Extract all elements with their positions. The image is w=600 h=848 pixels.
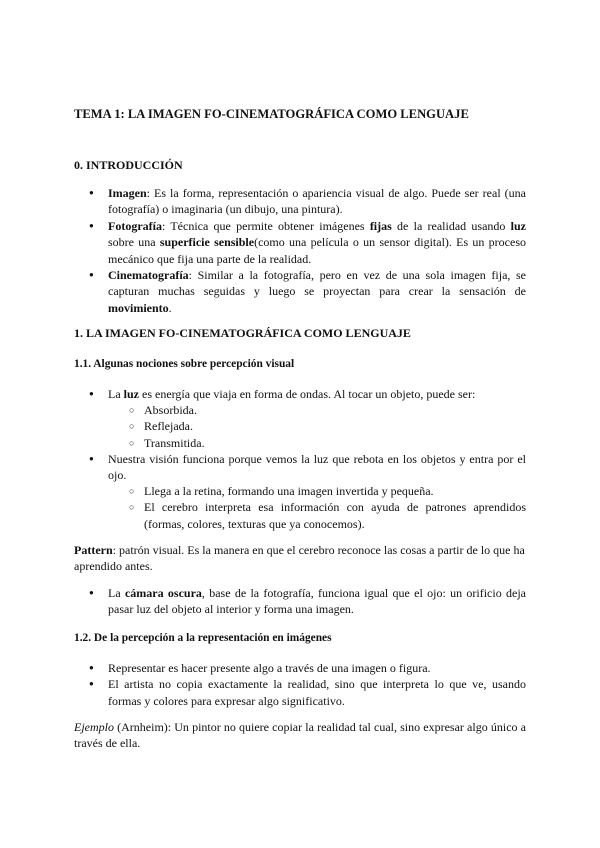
item-text: La — [108, 387, 124, 401]
example-paragraph — [74, 719, 526, 752]
item-text: La — [108, 586, 125, 600]
sub-list-item: ○ Transmitida. — [74, 435, 526, 451]
bold-keyword: cámara oscura — [124, 586, 202, 600]
definition-text: sobre una — [108, 235, 160, 250]
term-ejemplo: Ejemplo — [74, 720, 114, 734]
camera-list — [74, 585, 526, 618]
term-fotografia: Fotografía — [108, 218, 162, 233]
term-pattern: Pattern — [74, 543, 113, 557]
intro-list — [74, 185, 526, 316]
list-item — [74, 585, 526, 618]
representation-list — [74, 660, 526, 709]
definition-text: de la realidad usando — [391, 218, 511, 233]
bold-keyword: luz — [510, 218, 526, 233]
section-1-heading: 1. LA IMAGEN FO-CINEMATOGRÁFICA COMO LENGUAJE — [74, 326, 411, 340]
perception-list — [74, 386, 526, 402]
list-item — [74, 185, 526, 218]
bold-keyword: superficie sensible — [159, 235, 255, 250]
definition-text: (como una película o un sensor digital). Es un proceso mecánico que fija una parte de la realidad. — [108, 235, 526, 266]
vision-sub-list — [74, 483, 526, 532]
definition-text: : Es la forma, representación o apariencia visual de algo. Puede ser real (una fotografía) o imaginaria (un dibujo, una pintura). — [108, 186, 526, 217]
sub-list-item: ○ El cerebro interpreta esa información con ayuda de patrones aprendidos (formas, colores, texturas que ya conocemos). — [74, 499, 526, 532]
sub-list-item: ○ Absorbida. — [74, 402, 526, 418]
bold-keyword: movimiento — [108, 300, 169, 315]
list-item: ● El artista no copia exactamente la realidad, sino que interpreta lo que ve, usando formas y colores para expresar algo significativo. — [74, 676, 526, 709]
definition-text: : Similar a la fotografía, pero en vez de una sola imagen fija, se capturan muchas seguidas y luego se proyectan para crear la sensación de — [108, 268, 526, 299]
list-item: ● Representar es hacer presente algo a través de una imagen o figura. — [74, 660, 526, 676]
term-imagen: Imagen — [108, 186, 147, 200]
list-item — [74, 218, 526, 267]
subsection-1-1-heading: 1.1. Algunas nociones sobre percepción visual — [74, 358, 295, 370]
list-item — [74, 386, 526, 402]
sub-list-item: ○ Reflejada. — [74, 418, 526, 434]
item-text: es energía que viaja en forma de ondas. Al tocar un objeto, puede ser: — [139, 387, 476, 401]
definition-text: . — [168, 300, 172, 315]
section-0-heading: 0. INTRODUCCIÓN — [74, 158, 183, 172]
paragraph-text: : patrón visual. Es la manera en que el cerebro reconoce las cosas a partir de lo que ha aprendido antes. — [74, 543, 525, 574]
light-states-list — [74, 402, 526, 451]
pattern-paragraph — [74, 542, 526, 575]
term-cinematografia: Cinematografía — [108, 268, 189, 283]
list-item: ● Nuestra visión funciona porque vemos la luz que rebota en los objetos y entra por el ojo. — [74, 451, 526, 484]
paragraph-text: (Arnheim): Un pintor no quiere copiar la realidad tal cual, sino expresar algo único a través de ella. — [74, 720, 526, 751]
bold-keyword: fijas — [369, 218, 392, 233]
definition-text: : Técnica que permite obtener imágenes — [161, 218, 370, 233]
document-title: TEMA 1: LA IMAGEN FO-CINEMATOGRÁFICA COMO LENGUAJE — [74, 107, 469, 121]
subsection-1-2-heading: 1.2. De la percepción a la representación en imágenes — [74, 632, 332, 644]
sub-list-item: ○ Llega a la retina, formando una imagen invertida y pequeña. — [74, 483, 526, 499]
vision-list — [74, 451, 526, 484]
item-text: , base de la fotografía, funciona igual que el ojo: un orificio deja pasar luz del objeto al interior y forma una imagen. — [108, 586, 526, 617]
bold-keyword: luz — [123, 387, 139, 401]
list-item — [74, 267, 526, 316]
